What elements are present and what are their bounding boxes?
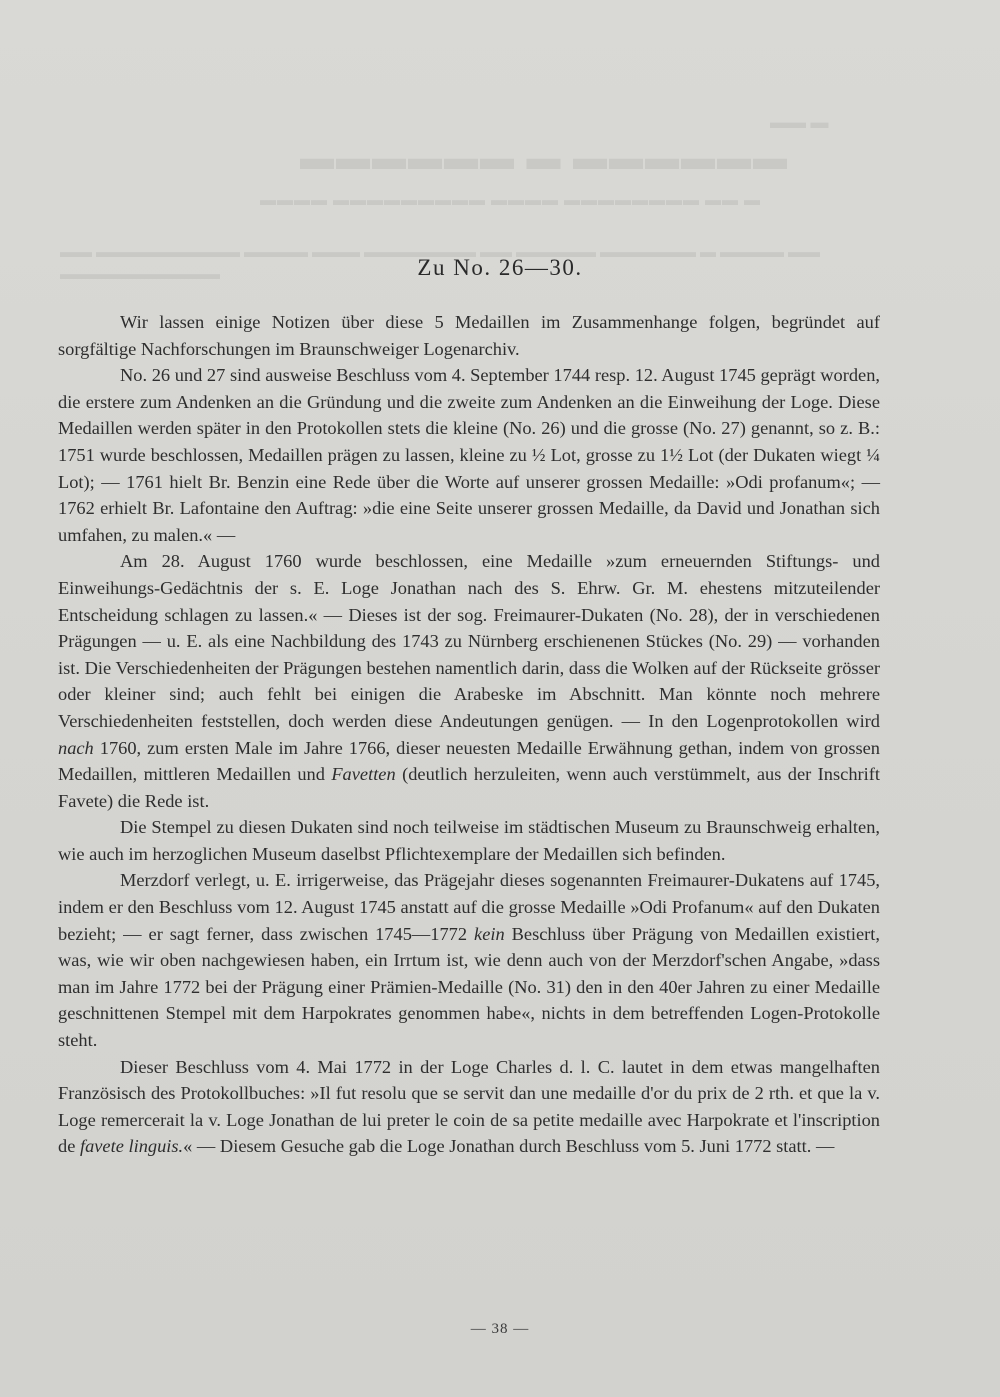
paragraph-text: Am 28. August 1760 wurde beschlossen, eine Medaille »zum erneuernden Stiftungs- und Einweihungs-Gedächtnis der s. E. Loge Jonathan nach des S. Ehrw. Gr. M. ehestens mitzuteilender Entscheidung schlagen zu lassen.« — Dieses ist der sog. Freimaurer-Dukaten (No. 28), der in verschiedenen Prägungen — u. E. als eine Nachbildung des 1743 zu Nürnberg erschienenen Stückes (No. 29) — vorhanden ist. Die Verschiedenheiten der Prägungen bestehen namentlich darin, dass die Wolken auf der Rückseite grösser oder kleiner sind; auch fehlt bei einigen die Arabeske im Abschnitt. Man könnte noch mehrere Verschiedenheiten feststellen, doch werden diese Andeutungen genügen. — In den Logenprotokollen wird (58, 551, 880, 731)
section-heading: Zu No. 26—30. (417, 255, 583, 280)
paragraph-text: (deutlich herzuleiten, wenn auch verstümmelt, aus der Inschrift Favete) die Rede ist. (58, 764, 880, 811)
italic-text: nach (58, 737, 94, 758)
paragraph-text: Merzdorf verlegt, u. E. irrigerweise, das Prägejahr dieses sogenannten Freimaurer-Dukatens auf 1745, indem er den Beschluss vom 12. August 1745 anstatt auf die grosse Medaille »Odi Profanum« auf den Dukaten bezieht; — er sagt ferner, dass zwischen 1745—1772 (58, 870, 880, 944)
paragraph-text: Wir lassen einige Notizen über diese 5 Medaillen im Zusammenhange folgen, begründet auf sorgfältige Nachforschungen im Braunschweiger Logenarchiv. (58, 312, 880, 359)
paragraph (58, 1054, 880, 1160)
paragraph-text: No. 26 und 27 sind ausweise Beschluss vom 4. September 1744 resp. 12. August 1745 geprägt worden, die erstere zum Andenken an die Gründung und die zweite zum Andenken an die Einweihung der Loge. Diese Medaillen werden später in den Protokollen stets die kleine (No. 26) und die grosse (No. 27) genannt, so z. B.: 1751 wurde beschlossen, Medaillen prägen zu lassen, kleine zu ½ Lot, grosse zu 1½ Lot (der Dukaten wiegt ¼ Lot); — 1761 hielt Br. Benzin eine Rede über die Worte auf unserer grossen Medaille: »Odi profanum«; — 1762 erhielt Br. Lafontaine den Auftrag: »die eine Seite unserer grossen Medaille, da David und Jonathan sich umfahen, zu malen.« — (58, 365, 880, 545)
paragraph-text: « — Diesem Gesuche gab die Loge Jonathan durch Beschluss vom 5. Juni 1772 statt. — (183, 1136, 835, 1157)
italic-text: favete linguis. (79, 1136, 184, 1157)
paragraph (58, 362, 880, 548)
paragraph-text: Die Stempel zu diesen Dukaten sind noch teilweise im städtischen Museum zu Braunschweig erhalten, wie auch im herzoglichen Museum daselbst Pflichtexemplare der Medaillen sich befinden. (58, 817, 880, 864)
paragraph (58, 548, 880, 814)
italic-text: kein (474, 923, 505, 944)
paragraph (58, 814, 880, 867)
paragraph (58, 867, 880, 1053)
document-page: ▬▬ ▬ ▬▬▬▬▬▬ ▬ ▬▬▬▬▬▬ ▬▬▬▬ ▬▬▬▬▬▬▬▬▬ ▬▬▬▬ ▬▬▬▬▬▬▬▬ ▬▬ ▬ ▬▬ ▬▬▬▬▬▬▬▬▬ ▬▬▬▬ ▬▬▬ ▬▬▬▬▬▬▬ ▬▬ ▬▬▬▬▬ ▬▬▬▬▬▬ ▬ ▬▬▬▬ ▬▬ ▬▬▬▬▬▬▬▬▬▬ Zu No. 26—30. Wir lassen einige Notizen über diese 5 Medaillen im Zusammenhange folgen, begründet auf sorgfältige Nachforschungen im Braunschweiger Logenarchiv. No. 26 und 27 sind ausweise Beschluss vom 4. September 1744 resp. 12. August 1745 geprägt worden, die erstere zum Andenken an die Gründung und die zweite zum Andenken an die Einweihung der Loge. Diese Medaillen werden später in den Protokollen stets die kleine (No. 26) und die grosse (No. 27) genannt, so z. B.: 1751 wurde beschlossen, Medaillen prägen zu lassen, kleine zu ½ Lot, grosse zu 1½ Lot (der Dukaten wiegt ¼ Lot); — 1761 hielt Br. Benzin eine Rede über die Worte auf unserer grossen Medaille: »Odi profanum«; — 1762 erhielt Br. Lafontaine den Auftrag: »die eine Seite unserer grossen Medaille, da David und Jonathan sich umfahen, zu malen.« — Am 28. August 1760 wurde beschlossen, eine Medaille »zum erneuernden Stiftungs- und Einweihungs-Gedächtnis der s. E. Loge Jonathan nach des S. Ehrw. Gr. M. ehestens mitzuteilender Entscheidung schlagen zu lassen.« — Dieses ist der sog. Freimaurer-Dukaten (No. 28), der in verschiedenen Prägungen — u. E. als eine Nachbildung des 1743 zu Nürnberg erschienenen Stückes (No. 29) — vorhanden ist. Die Verschiedenheiten der Prägungen bestehen namentlich darin, dass die Wolken auf der Rückseite grösser oder kleiner sind; auch fehlt bei einigen die Arabeske im Abschnitt. Man könnte noch mehrere Verschiedenheiten feststellen, doch werden diese Andeutungen genügen. — In den Logenprotokollen wird nach 1760, zum ersten Male im Jahre 1766, dieser neuesten Medaille Erwähnung gethan, indem von grossen Medaillen, mittleren Medaillen und Favetten (deutlich herzuleiten, wenn auch verstümmelt, aus der Inschrift Favete) die Rede ist. Die Stempel zu diesen Dukaten sind noch teilweise im städtischen Museum zu Braunschweig erhalten, wie auch im herzoglichen Museum daselbst Pflichtexemplare der Medaillen sich befinden. Merzdorf verlegt, u. E. irrigerweise, das Prägejahr dieses sogenannten Freimaurer-Dukatens auf 1745, indem er den Beschluss vom 12. August 1745 anstatt auf die grosse Medaille »Odi Profanum« auf den Dukaten bezieht; — er sagt ferner, dass zwischen 1745—1772 kein Beschluss über Prägung von Medaillen existiert, was, wie wir oben nachgewiesen haben, ein Irrtum ist, wie denn auch von der Merzdorf'schen Angabe, »dass man im Jahre 1772 bei der Prägung einer Prämien-Medaille (No. 31) den in den 40er Jahren zu einer Medaille geschnittenen Stempel mit dem Harpokrates genommen habe«, nichts in dem betreffenden Logen-Protokolle steht. Dieser Beschluss vom 4. Mai 1772 in der Loge Charles d. l. C. lautet in dem etwas mangelhaften Französisch des Protokollbuches: »Il fut resolu que se servit dan une medaille d'or du prix de 2 rth. et que la v. Loge remercerait la v. Loge Jonathan de lui preter le coin de sa petite medaille avec Harpokrate et l'inscription de favete linguis.« — Diesem Gesuche gab die Loge Jonathan durch Beschluss vom 5. Juni 1772 statt. — — 38 — (0, 0, 1000, 1397)
italic-text: Favetten (331, 764, 396, 785)
paragraph-text: 1760, zum ersten Male im Jahre 1766, dieser neuesten Medaille Erwähnung gethan, indem von grossen Medaillen, mittleren Medaillen und (58, 737, 880, 785)
paragraph (58, 309, 880, 362)
paragraph-text: Beschluss über Prägung von Medaillen existiert, was, wie wir oben nachgewiesen haben, ein Irrtum ist, wie denn auch von der Merzdorf'schen Angabe, »dass man im Jahre 1772 bei der Prägung einer Prämien-Medaille (No. 31) den in den 40er Jahren zu einer Medaille geschnittenen Stempel mit dem Harpokrates genommen habe«, nichts in dem betreffenden Logen-Protokolle steht. (58, 923, 880, 1051)
paragraph-text: Dieser Beschluss vom 4. Mai 1772 in der Loge Charles d. l. C. lautet in dem etwas mangelhaften Französisch des Protokollbuches: »Il fut resolu que se servit dan une medaille d'or du prix de 2 rth. et que la v. Loge remercerait la v. Loge Jonathan de lui preter le coin de sa petite medaille avec Harpokrate et l'inscription de (58, 1056, 880, 1157)
page-number: — 38 — (470, 1321, 530, 1337)
body-text (58, 309, 880, 1160)
